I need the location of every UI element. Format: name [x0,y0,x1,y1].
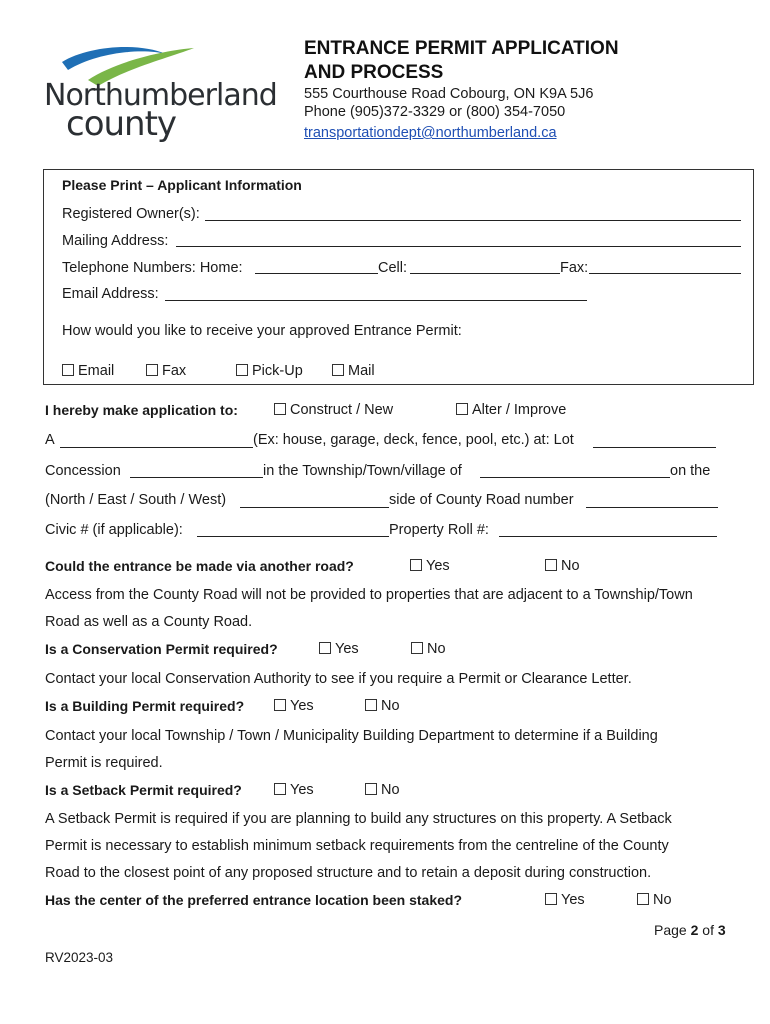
q1-no-checkbox[interactable] [545,559,557,571]
q2-no[interactable]: No [411,641,446,657]
checkbox-fax[interactable] [146,364,158,376]
civic-field[interactable] [197,536,389,537]
phone-home-label: Telephone Numbers: Home: [62,260,243,276]
page-title-line2: AND PROCESS [304,62,444,83]
q2-yes[interactable]: Yes [319,641,359,657]
q1-no[interactable]: No [545,558,580,574]
checkbox-construct-new[interactable] [274,403,286,415]
receive-question: How would you like to receive your approved Entrance Permit: [62,323,462,339]
roll-field[interactable] [499,536,717,537]
logo-text-northumberland: Northumberland [44,78,277,113]
checkbox-email[interactable] [62,364,74,376]
question-staked: Has the center of the preferred entrance location been staked? [45,892,463,908]
mailing-label: Mailing Address: [62,233,169,249]
township-field[interactable] [480,477,670,478]
fax-label: Fax: [560,260,589,276]
q4-no-checkbox[interactable] [365,783,377,795]
q4-note-line2: Permit is necessary to establish minimum setback requirements from the centreline of the County [45,838,669,854]
header-phone: Phone (905)372-3329 or (800) 354-7050 [304,104,566,120]
receive-option-pickup[interactable]: Pick-Up [236,363,303,379]
structure-prefix: A [45,432,55,448]
q3-note-line1: Contact your local Township / Town / Municipality Building Department to determine if a Building [45,728,658,744]
q2-note: Contact your local Conservation Authority to see if you require a Permit or Clearance Letter. [45,671,632,687]
option-construct-new[interactable]: Construct / New [274,402,393,418]
phone-cell-label: Cell: [378,260,408,276]
q1-yes-checkbox[interactable] [410,559,422,571]
county-road-label: side of County Road number [389,492,574,508]
q3-yes-checkbox[interactable] [274,699,286,711]
roll-label: Property Roll #: [389,522,489,538]
fax-field[interactable] [589,273,741,274]
county-road-field[interactable] [586,507,718,508]
checkbox-alter-improve[interactable] [456,403,468,415]
concession-field[interactable] [130,477,263,478]
q4-no[interactable]: No [365,782,400,798]
question-setback: Is a Setback Permit required? [45,782,242,798]
q3-note-line2: Permit is required. [45,755,163,771]
mailing-field[interactable] [176,246,741,247]
township-label: in the Township/Town/village of [263,463,462,479]
question-building: Is a Building Permit required? [45,698,245,714]
q3-no-checkbox[interactable] [365,699,377,711]
phone-cell-field[interactable] [410,273,560,274]
q2-yes-checkbox[interactable] [319,642,331,654]
q1-note-line2: Road as well as a County Road. [45,614,253,630]
header-address: 555 Courthouse Road Cobourg, ON K9A 5J6 [304,86,594,102]
revision-code: RV2023-03 [45,950,114,965]
concession-label: Concession [45,463,121,479]
q4-note-line3: Road to the closest point of any proposed structure and to retain a deposit during construction. [45,865,652,881]
q1-note-line1: Access from the County Road will not be provided to properties that are adjacent to a Township/Town [45,587,693,603]
q3-no[interactable]: No [365,698,400,714]
direction-label: (North / East / South / West) [45,492,227,508]
email-label: Email Address: [62,286,159,302]
structure-examples: (Ex: house, garage, deck, fence, pool, etc.) at: Lot [253,432,574,448]
receive-option-mail[interactable]: Mail [332,363,375,379]
page-title-line1: ENTRANCE PERMIT APPLICATION [304,38,619,59]
q4-note-line1: A Setback Permit is required if you are planning to build any structures on this property. A Setback [45,811,672,827]
applicant-info-box [43,169,754,385]
q4-yes[interactable]: Yes [274,782,314,798]
applicant-heading: Please Print – Applicant Information [62,177,302,193]
q5-yes-checkbox[interactable] [545,893,557,905]
lot-field[interactable] [593,447,716,448]
q4-yes-checkbox[interactable] [274,783,286,795]
q5-no[interactable]: No [637,892,672,908]
owners-field[interactable] [205,220,741,221]
option-alter-improve[interactable]: Alter / Improve [456,402,566,418]
q2-no-checkbox[interactable] [411,642,423,654]
application-label: I hereby make application to: [45,402,238,418]
page-number: Page 2 of 3 [654,922,726,938]
direction-field[interactable] [240,507,389,508]
q5-yes[interactable]: Yes [545,892,585,908]
question-other-road: Could the entrance be made via another road? [45,558,354,574]
checkbox-mail[interactable] [332,364,344,376]
structure-field[interactable] [60,447,253,448]
q3-yes[interactable]: Yes [274,698,314,714]
phone-home-field[interactable] [255,273,378,274]
owners-label: Registered Owner(s): [62,206,200,222]
on-the-label: on the [670,463,711,479]
checkbox-pickup[interactable] [236,364,248,376]
logo-text-county: county [66,104,177,144]
header-email-link[interactable]: transportationdept@northumberland.ca [304,125,557,141]
email-field[interactable] [165,300,587,301]
civic-label: Civic # (if applicable): [45,522,183,538]
receive-option-email[interactable]: Email [62,363,114,379]
q5-no-checkbox[interactable] [637,893,649,905]
q1-yes[interactable]: Yes [410,558,450,574]
question-conservation: Is a Conservation Permit required? [45,641,278,657]
receive-option-fax[interactable]: Fax [146,363,186,379]
